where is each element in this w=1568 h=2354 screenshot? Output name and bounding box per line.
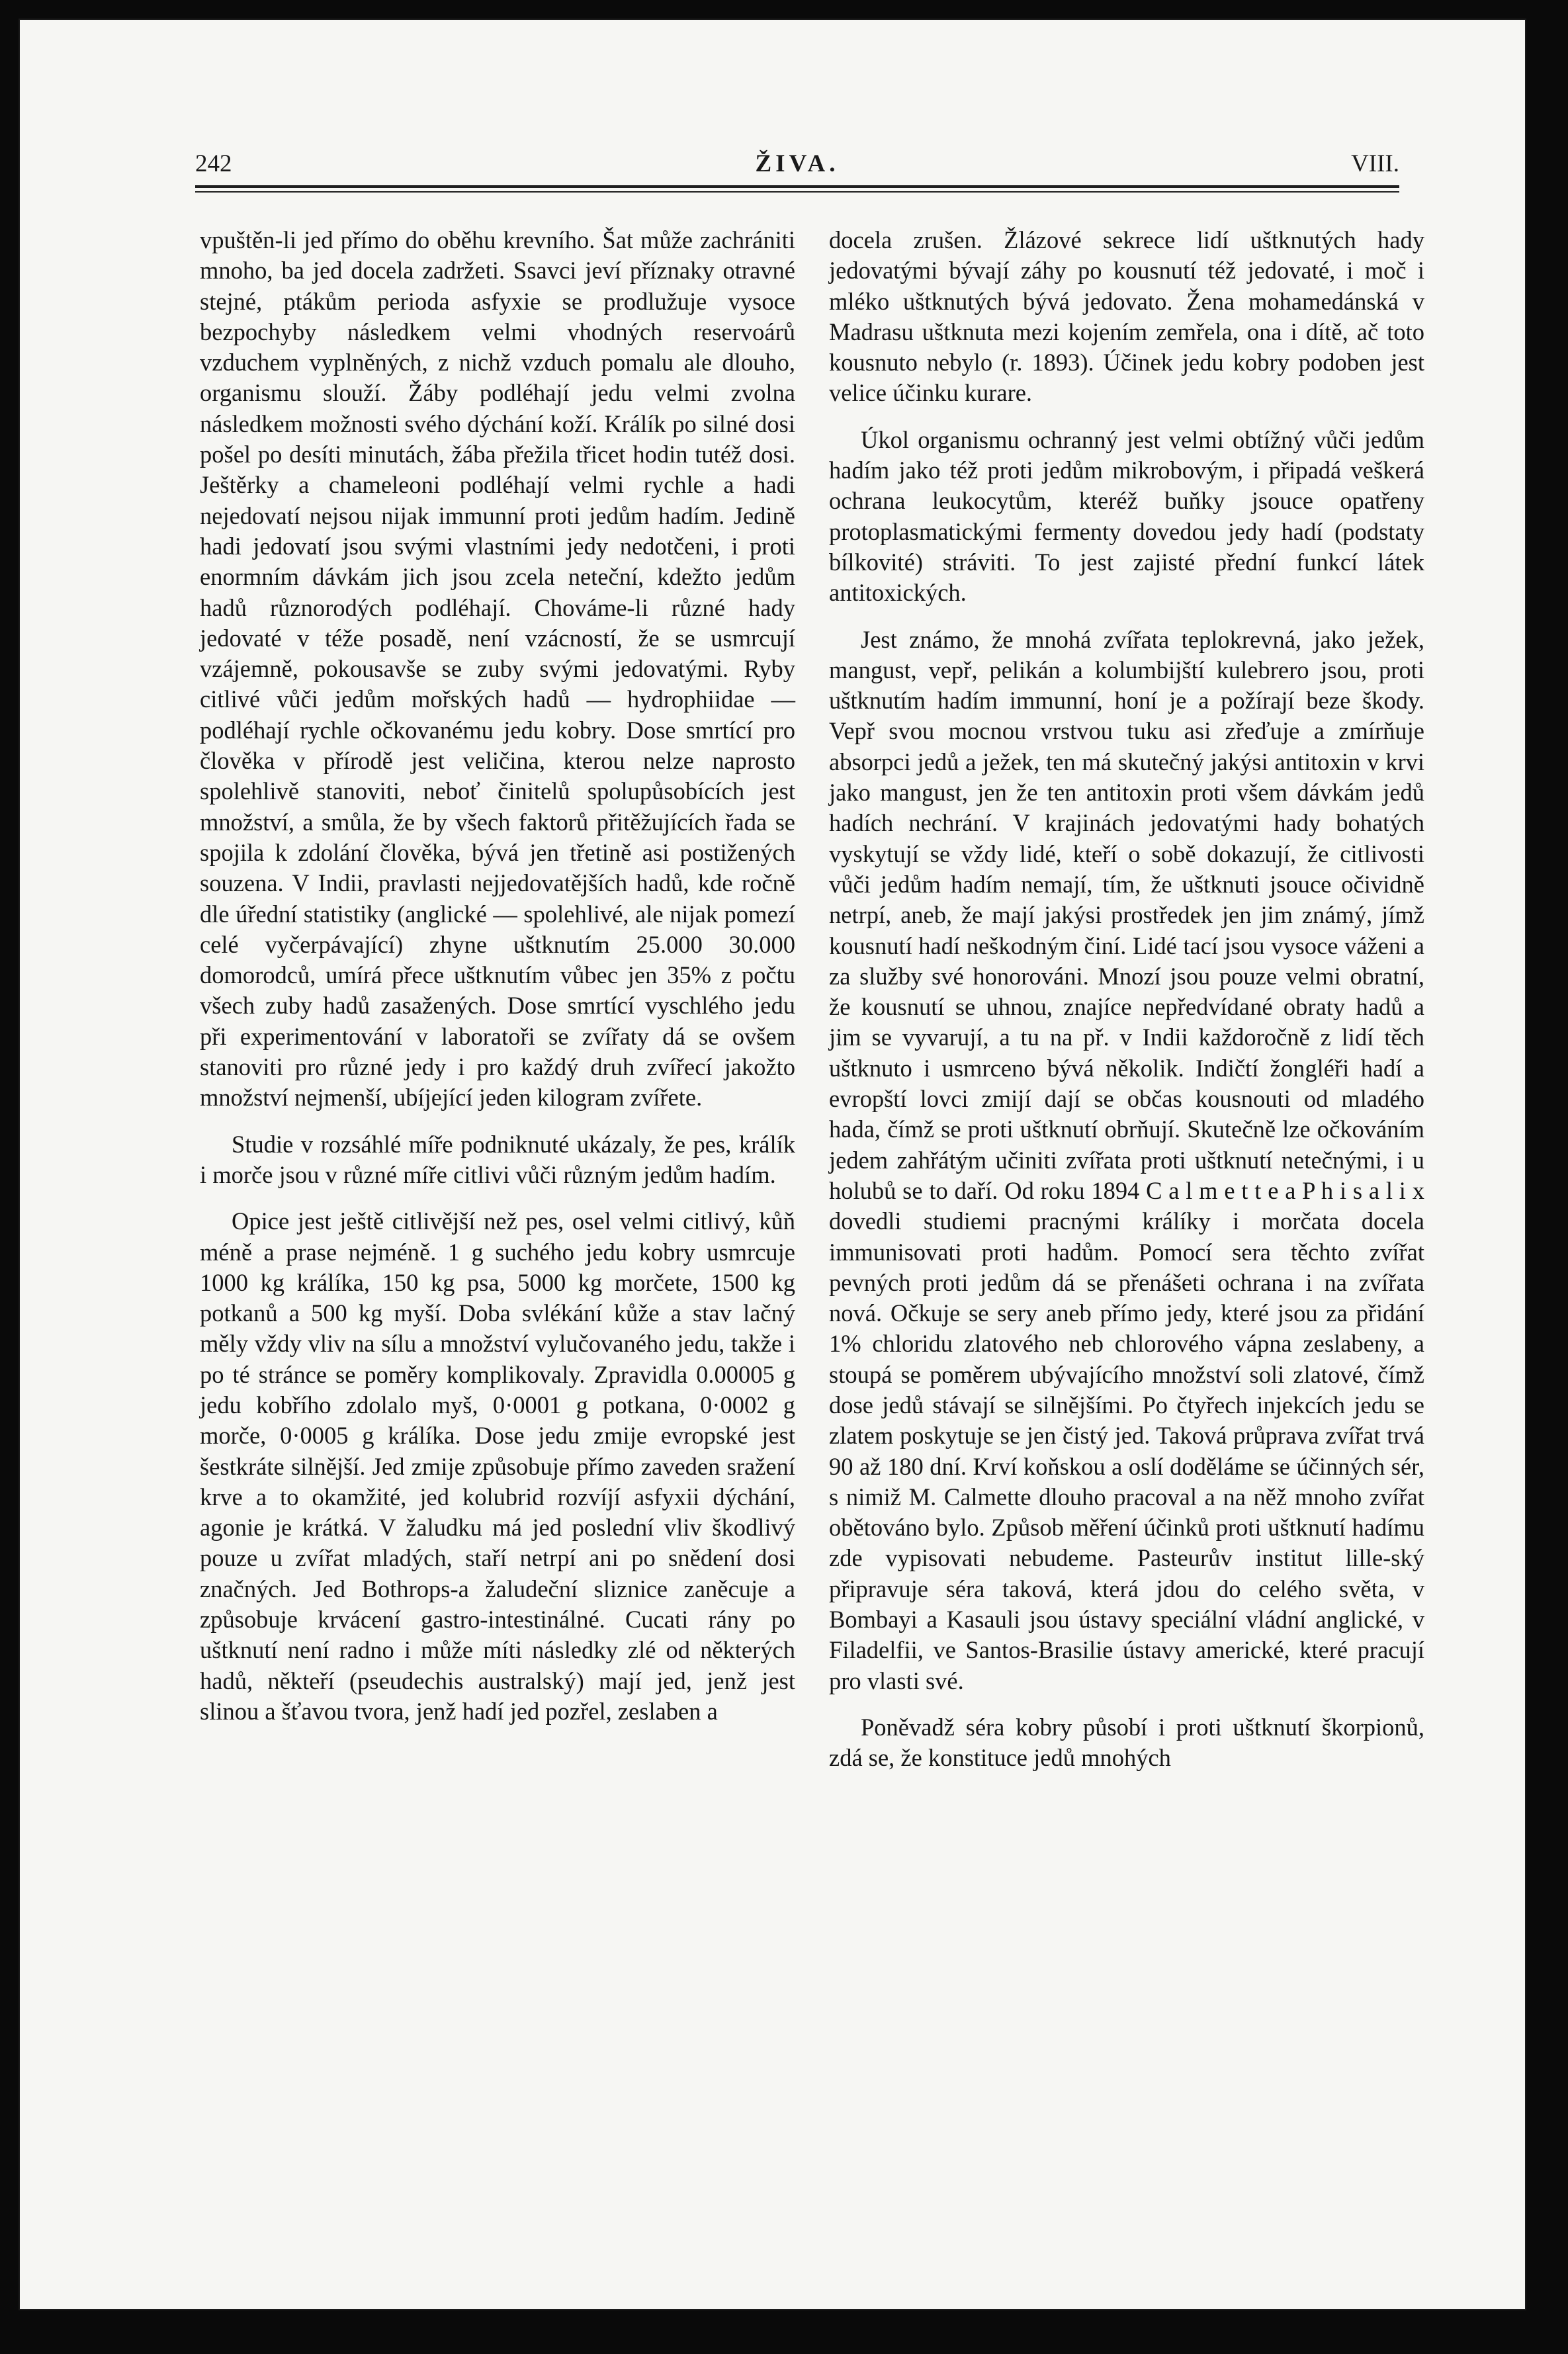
page-header <box>195 150 1399 189</box>
paragraph: Studie v rozsáhlé míře podniknuté ukázaly, že pes, králík i morče jsou v různé míře citlivi vůči různým jedům hadím. <box>200 1130 795 1188</box>
left-column <box>200 225 795 1727</box>
paragraph: Opice jest ještě citlivější než pes, osel velmi citlivý, kůň méně a prase nejméně. 1 g suchého jedu kobry usmrcuje 1000 kg králíka, 150 kg psa, 5000 kg morčete, 1500 kg potkanů a 500 kg myší. Doba svlékání kůže a stav lačný měly vždy vliv na sílu a množství vylučovaného jedu, takže i po té stránce se poměry komplikovaly. Zpravidla 0.00005 g jedu kobřího zdolalo myš, 0·0001 g potkana, 0·0002 g morče, 0·0005 g králíka. Dose jedu zmije evropské jest šestkráte silnější. Jed zmije způsobuje přímo zaveden sražení krve a to okamžité, jed kolubrid rozvíjí asfyxii dýchání, agonie je krátká. V žaludku má jed poslední vliv škodlivý pouze u zvířat mladých, staří netrpí ani po snědení dosi značných. Jed Bothrops-a žaludeční sliznice zaněcuje a způsobuje krvácení gastro-intestinálné. Cucati rány po uštknutí není radno i může míti následky zlé od některých hadů, někteří (pseudechis australský) mají jed, jenž jest slinou a šťavou tvora, jenž hadí jed pozřel, zeslaben a <box>200 1207 795 1725</box>
paragraph: Jest známo, že mnohá zvířata teplokrevná, jako ježek, mangust, vepř, pelikán a kolumbijští kulebrero jsou, proti uštknutím hadím immunní, honí je a požírají beze škody. Vepř svou mocnou vrstvou tuku asi zřeďuje a zmírňuje absorpci jedů a ježek, ten má skutečný jakýsi antitoxin v krvi jako mangust, jen že ten antitoxin proti všem dávkám jedů hadích nechrání. V krajinách jedovatými hady bohatých vyskytují se vždy lidé, kteří o sobě dokazují, že citlivosti vůči jedům hadím nemají, tím, že uštknuti jsouce očividně netrpí, aneb, že mají jakýsi prostředek jen jim známý, jímž kousnutí hadí neškodným činí. Lidé tací jsou vysoce váženi a za služby své honorováni. Mnozí jsou pouze velmi obratní, že kousnutí se uhnou, znajíce nepředvídané obraty hadů a jim se vyvarují, a tu na př. v Indii každoročně z lidí těch uštknuto i usmrceno bývá několik. Indičtí žongléři hadí a evropští lovci zmijí dají se občas kousnouti od mladého hada, čímž se proti uštknutí obrňují. Skutečně lze očkováním jedem zahřátým učiniti zvířata proti uštknutí netečnými, i u holubů se to daří. Od roku 1894 C a l m e t t e a P h i s a l i x dovedli studiemi pracnými králíky i morčata docela immunisovati proti hadům. Pomocí sera těchto zvířat pevných proti jedům dá se přenášeti ochrana i na zvířata nová. Očkuje se sery aneb přímo jedy, které jsou za přidání 1% chloridu zlatového neb chlorového vápna zeslabeny, a stoupá se poměrem ubývajícího množství soli zlatové, čímž dose jedů stávají se silnějšími. Po čtyřech injekcích jedu se zlatem poskytuje se jen čistý jed. Taková průprava zvířat trvá 90 až 180 dní. Krví koňskou a oslí doděláme se účinných sér, s nimiž M. Calmette dlouho pracoval a na něž mnoho zvířat obětováno bylo. Způsob měření účinků proti uštknutí hadímu zde vypisovati nebudeme. Pasteurův institut lille-ský připravuje séra taková, která jdou do celého světa, v Bombayi a Kasauli jsou ústavy speciální vládní anglické, v Filadelfii, ve Santos-Brasilie ústavy americké, které pracují pro vlasti své. <box>829 625 1424 1694</box>
header-rule-thin <box>195 191 1399 193</box>
journal-title: ŽIVA. <box>755 150 840 177</box>
right-column <box>829 225 1424 1774</box>
paragraph: docela zrušen. Žlázové sekrece lidí uštknutých hady jedovatými bývají záhy po kousnutí též jedovaté, i moč i mléko uštknutých bývá jedovato. Žena mohamedánská v Madrasu uštknuta mezi kojením zemřela, ona i dítě, ač toto kousnuto nebylo (r. 1893). Účinek jedu kobry podoben jest velice účinku kurare. <box>829 226 1424 407</box>
header-rule <box>195 185 1399 188</box>
page-number: 242 <box>195 150 232 177</box>
paragraph: Úkol organismu ochranný jest velmi obtížný vůči jedům hadím jako též proti jedům mikrobovým, i připadá veškerá ochrana leukocytům, kteréž buňky jsouce opatřeny protoplasmatickými fermenty dovedou jedy hadí (podstaty bílkovité) stráviti. To jest zajisté přední funkcí látek antitoxických. <box>829 425 1424 607</box>
volume-number: VIII. <box>1351 150 1399 177</box>
paragraph: vpuštěn-li jed přímo do oběhu krevního. Šat může zachrániti mnoho, ba jed docela zadržeti. Ssavci jeví příznaky otravné stejné, ptákům perioda asfyxie se prodlužuje vysoce bezpochyby následkem velmi vhodných reservoárů vzduchem vyplněných, z nichž vzduch pomalu ale dlouho, organismu slouží. Žáby podléhají jedu velmi zvolna následkem možnosti svého dýchání koží. Králík po silné dosi pošel po desíti minutách, žába přežila třicet hodin tutéž dosi. Ještěrky a chameleoni podléhají velmi rychle a hadi nejedovatí nejsou nijak immunní proti jedům hadím. Jedině hadi jedovatí jsou svými vlastními jedy nedotčeni, i proti enormním dávkám jich jsou zcela neteční, kdežto jedům hadů různorodých podléhají. Chováme-li různé hady jedovaté v téže posadě, není vzácností, že se usmrcují vzájemně, pokousavše se zuby svými jedovatými. Ryby citlivé vůči jedům mořských hadů — hydrophiidae — podléhají rychle očkovanému jedu kobry. Dose smrtící pro člověka v přírodě jest veličina, kterou nelze naprosto spolehlivě stanoviti, neboť činitelů spolupůsobících jest množství, a smůla, že by všech faktorů přitěžujících řada se spojila k zdolání člověka, bývá jen třetině asi postižených souzena. V Indii, pravlasti nejjedovatějších hadů, kde ročně dle úřední statistiky (anglické — spolehlivé, ale nijak pomezí celé vyčerpávající) zhyne uštknutím 25.000 30.000 domorodců, umírá přece uštknutím vůbec jen 35% z počtu všech zuby hadů zasažených. Dose smrtící vyschlého jedu při experimentování v laboratoři se zvířaty dá se ovšem stanoviti pro různé jedy i pro každý druh zvířecí jakožto množství nejmenší, ubíjející jeden kilogram zvířete. <box>200 226 795 1112</box>
paragraph: Poněvadž séra kobry působí i proti uštknutí škorpionů, zdá se, že konstituce jedů mnohých <box>829 1713 1424 1772</box>
